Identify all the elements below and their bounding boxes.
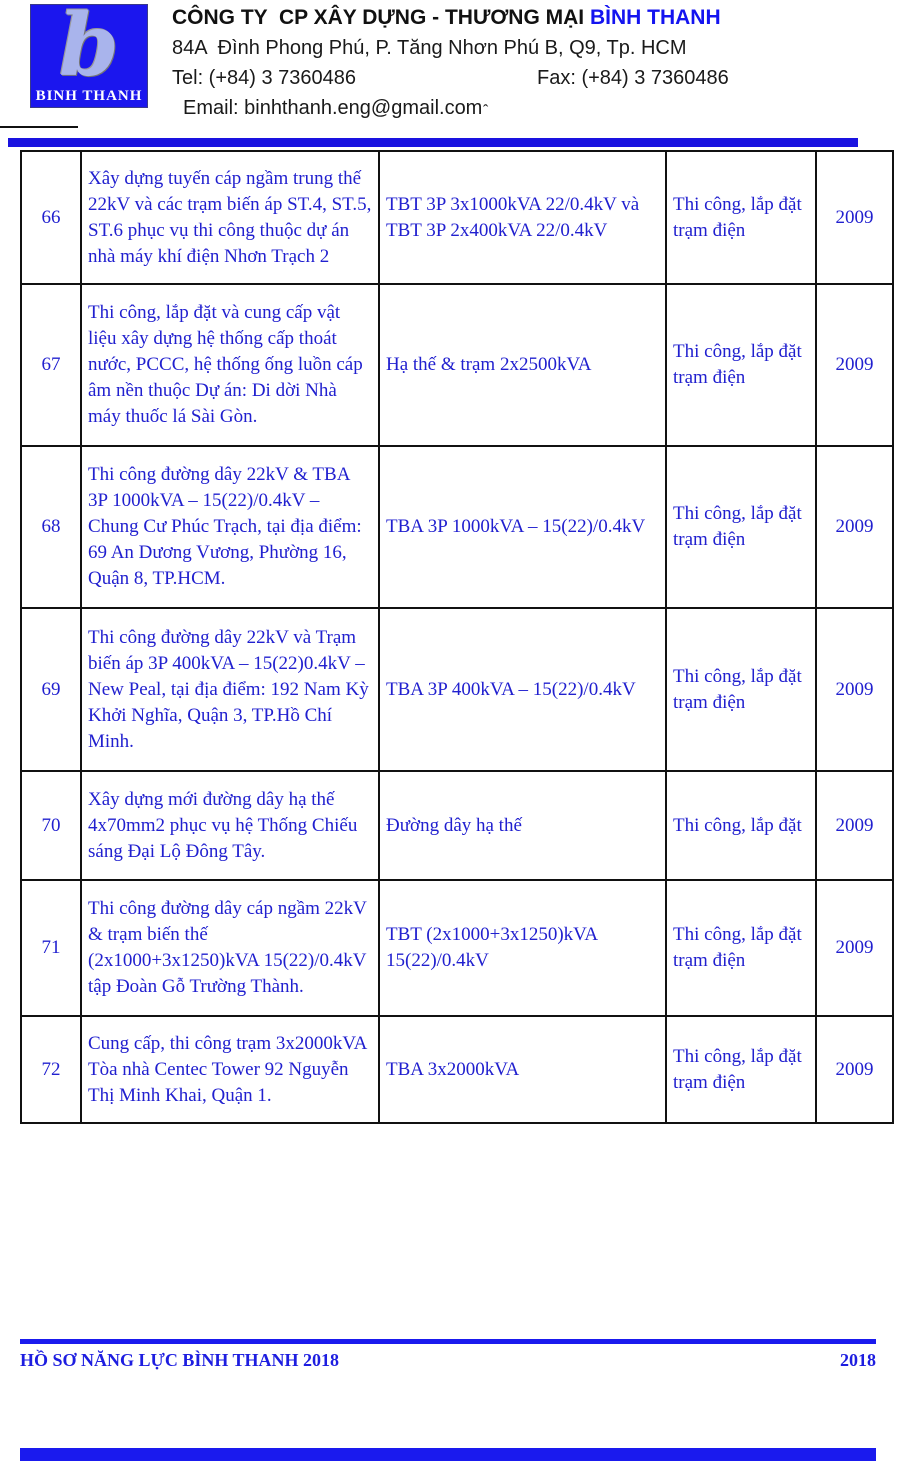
table-row (21, 446, 893, 608)
cell-work: Thi công, lắp đặt (666, 771, 816, 880)
cell-no: 69 (21, 608, 81, 771)
cell-work: Thi công, lắp đặt trạm điện (666, 880, 816, 1016)
cell-year: 2009 (816, 771, 893, 880)
letterhead (172, 6, 892, 120)
cell-year: 2009 (816, 1016, 893, 1123)
caret-artifact: ˆ (483, 103, 489, 120)
cell-no: 72 (21, 1016, 81, 1123)
cell-year: 2009 (816, 151, 893, 284)
logo-label: BINH THANH (35, 88, 143, 104)
logo-letter-icon: b (58, 0, 120, 96)
cell-description: Xây dựng mới đường dây hạ thế 4x70mm2 phục vụ hệ Thống Chiếu sáng Đại Lộ Đông Tây. (81, 771, 379, 880)
cell-year: 2009 (816, 608, 893, 771)
cell-no: 71 (21, 880, 81, 1016)
table-row (21, 608, 893, 771)
company-title (172, 6, 892, 30)
cell-no: 66 (21, 151, 81, 284)
cell-equipment: TBT 3P 3x1000kVA 22/0.4kV và TBT 3P 2x400kVA 22/0.4kV (379, 151, 666, 284)
email-address: Email: binhthanh.eng@gmail.com (183, 97, 483, 119)
table-row (21, 1016, 893, 1123)
header-divider-bar (8, 138, 858, 147)
fax-number: Fax: (+84) 3 7360486 (537, 67, 729, 89)
cell-equipment: Hạ thế & trạm 2x2500kVA (379, 284, 666, 446)
cell-year: 2009 (816, 880, 893, 1016)
cell-description: Thi công, lắp đặt và cung cấp vật liệu xây dựng hệ thống cấp thoát nước, PCCC, hệ thống ống luồn cáp âm nền thuộc Dự án: Di dời Nhà máy thuốc lá Sài Gòn. (81, 284, 379, 446)
cell-description: Xây dựng tuyến cáp ngầm trung thế 22kV và các trạm biến áp ST.4, ST.5, ST.6 phục vụ thi công thuộc dự án nhà máy khí điện Nhơn Trạch 2 (81, 151, 379, 284)
table-row (21, 284, 893, 446)
tel-number: Tel: (+84) 3 7360486 (172, 67, 357, 89)
footer-year: 2018 (840, 1350, 876, 1370)
cell-work: Thi công, lắp đặt trạm điện (666, 1016, 816, 1123)
company-logo (30, 0, 148, 108)
projects-table (20, 150, 894, 1124)
page-footer (20, 1350, 876, 1371)
company-brand: BÌNH THANH (589, 6, 721, 29)
cell-equipment: Đường dây hạ thế (379, 771, 666, 880)
company-address: 84A Đình Phong Phú, P. Tăng Nhơn Phú B, Q9, Tp. HCM (172, 37, 687, 59)
cell-work: Thi công, lắp đặt trạm điện (666, 284, 816, 446)
cell-work: Thi công, lắp đặt trạm điện (666, 608, 816, 771)
table-row (21, 880, 893, 1016)
company-prefix: CÔNG TY CP XÂY DỰNG - THƯƠNG MẠI (172, 6, 590, 29)
cell-description: Thi công đường dây 22kV & TBA 3P 1000kVA – 15(22)/0.4kV – Chung Cư Phúc Trạch, tại địa điểm: 69 An Dương Vương, Phường 16, Quận 8, TP.HCM. (81, 446, 379, 608)
cell-description: Thi công đường dây 22kV và Trạm biến áp 3P 400kVA – 15(22)0.4kV – New Peal, tại địa điểm: 192 Nam Kỳ Khởi Nghĩa, Quận 3, TP.Hồ Chí Minh. (81, 608, 379, 771)
cell-no: 68 (21, 446, 81, 608)
phone-line (172, 67, 892, 90)
footer-rule (20, 1339, 876, 1344)
table-row (21, 771, 893, 880)
footer-title: HỒ SƠ NĂNG LỰC BÌNH THANH 2018 (20, 1350, 340, 1370)
cell-work: Thi công, lắp đặt trạm điện (666, 446, 816, 608)
cell-description: Thi công đường dây cáp ngầm 22kV & trạm biến thế (2x1000+3x1250)kVA 15(22)/0.4kV tập Đoàn Gỗ Trường Thành. (81, 880, 379, 1016)
top-left-line-artifact (0, 126, 78, 128)
cell-work: Thi công, lắp đặt trạm điện (666, 151, 816, 284)
cell-description: Cung cấp, thi công trạm 3x2000kVA Tòa nhà Centec Tower 92 Nguyễn Thị Minh Khai, Quận 1. (81, 1016, 379, 1123)
table-row (21, 151, 893, 284)
cell-no: 67 (21, 284, 81, 446)
cell-equipment: TBA 3P 400kVA – 15(22)/0.4kV (379, 608, 666, 771)
cell-equipment: TBA 3x2000kVA (379, 1016, 666, 1123)
cell-equipment: TBA 3P 1000kVA – 15(22)/0.4kV (379, 446, 666, 608)
cell-equipment: TBT (2x1000+3x1250)kVA 15(22)/0.4kV (379, 880, 666, 1016)
cell-no: 70 (21, 771, 81, 880)
bottom-bar (20, 1448, 876, 1461)
cell-year: 2009 (816, 284, 893, 446)
cell-year: 2009 (816, 446, 893, 608)
